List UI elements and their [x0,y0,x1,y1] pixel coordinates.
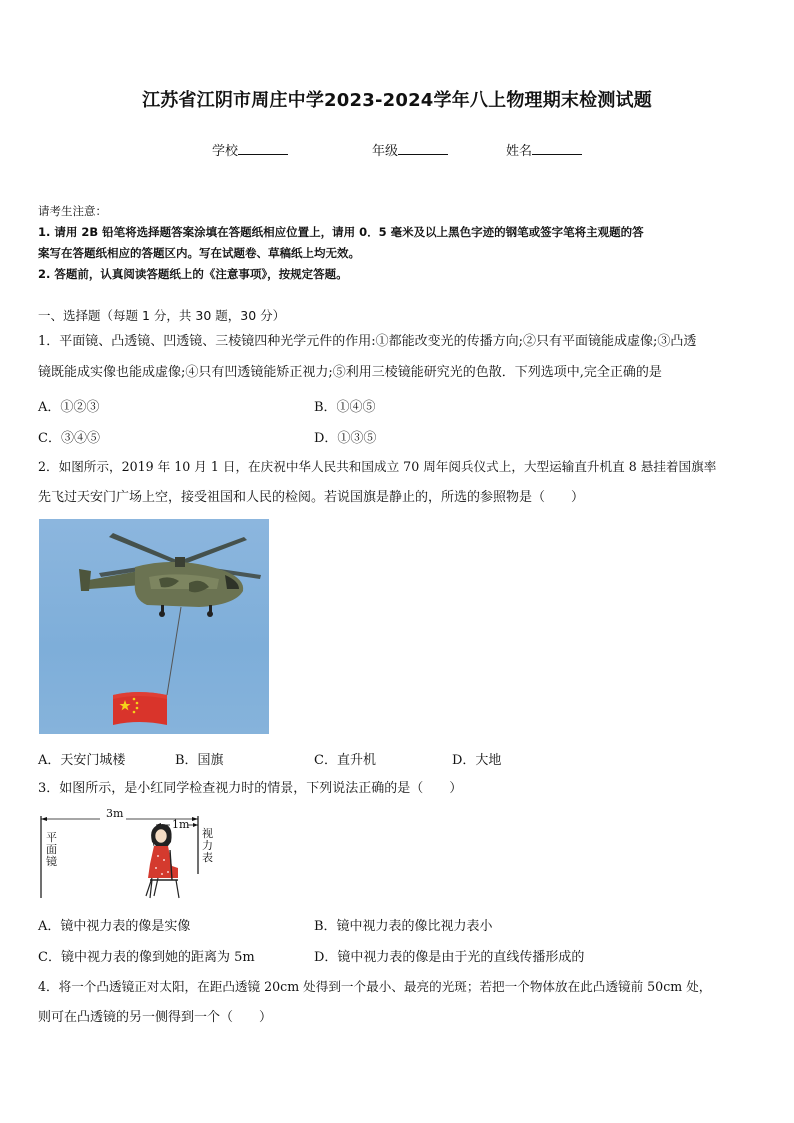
section-heading: 一、选择题（每题 1 分，共 30 题，30 分） [38,308,286,323]
q1-option-d: D．①③⑤ [314,431,377,446]
q3-option-b: B．镜中视力表的像比视力表小 [314,919,493,934]
school-blank [238,142,288,155]
distance-1m-label: 1m [172,818,190,831]
page-title: 江苏省江阴市周庄中学2023-2024学年八上物理期末检测试题 [142,90,652,111]
q3-line-1: 3．如图所示，是小红同学检查视力时的情景，下列说法正确的是（ ） [38,781,463,796]
q2-option-b: B．国旗 [175,753,224,768]
q2-line-2: 先飞过天安门广场上空，接受祖国和人民的检阅。若说国旗是静止的，所选的参照物是（ ） [38,490,585,505]
grade-blank [398,142,448,155]
name-label: 姓名 [506,144,533,159]
q1-option-a: A．①②③ [38,400,100,415]
eye-test-diagram [38,806,228,902]
q3-option-a: A．镜中视力表的像是实像 [38,919,191,934]
q1-option-c: C．③④⑤ [38,431,100,446]
q1-option-b: B．①④⑤ [314,400,376,415]
name-field [506,140,582,159]
grade-label: 年级 [372,144,399,159]
q2-option-c: C．直升机 [314,753,376,768]
q3-option-c: C．镜中视力表的像到她的距离为 5m [38,950,255,965]
distance-3m-label: 3m [106,807,124,820]
name-blank [532,142,582,155]
q2-line-1: 2．如图所示，2019 年 10 月 1 日，在庆祝中华人民共和国成立 70 周年阅兵仪式上，大型运输直升机直 8 悬挂着国旗率 [38,459,717,474]
q1-line-1: 1．平面镜、凸透镜、凹透镜、三棱镜四种光学元件的作用:①都能改变光的传播方向;②只有平面镜能成虚像;③凸透 [38,334,697,349]
eye-test-figure [38,806,228,902]
helicopter-photo [39,519,269,734]
q4-line-1: 4．将一个凸透镜正对太阳，在距凸透镜 20cm 处得到一个最小、最亮的光斑；若把一个物体放在此凸透镜前 50cm 处， [38,979,712,994]
q2-option-a: A．天安门城楼 [38,753,126,768]
q1-line-2: 镜既能成实像也能成虚像;④只有凹透镜能矫正视力;⑤利用三棱镜能研究光的色散．下列选项中,完全正确的是 [38,365,662,380]
helicopter-flag-illustration [39,519,269,734]
school-label: 学校 [212,144,239,159]
notice-item-2: 2. 答题前，认真阅读答题纸上的《注意事项》，按规定答题。 [38,267,348,281]
mirror-label: 平面镜 [46,831,57,868]
notice-item-1-cont: 案写在答题纸相应的答题区内。写在试题卷、草稿纸上均无效。 [38,246,360,260]
grade-field [372,140,448,159]
notice-item-1: 1. 请用 2B 铅笔将选择题答案涂填在答题纸相应位置上，请用 0．5 毫米及以上黑色字迹的钢笔或签字笔将主观题的答 [38,225,644,239]
notice-heading: 请考生注意： [38,204,107,218]
q4-line-2: 则可在凸透镜的另一侧得到一个（ ） [38,1010,273,1025]
q3-option-d: D．镜中视力表的像是由于光的直线传播形成的 [314,950,585,965]
q2-option-d: D．大地 [452,753,502,768]
school-field [212,140,288,159]
eye-chart-label: 视力表 [202,827,213,864]
